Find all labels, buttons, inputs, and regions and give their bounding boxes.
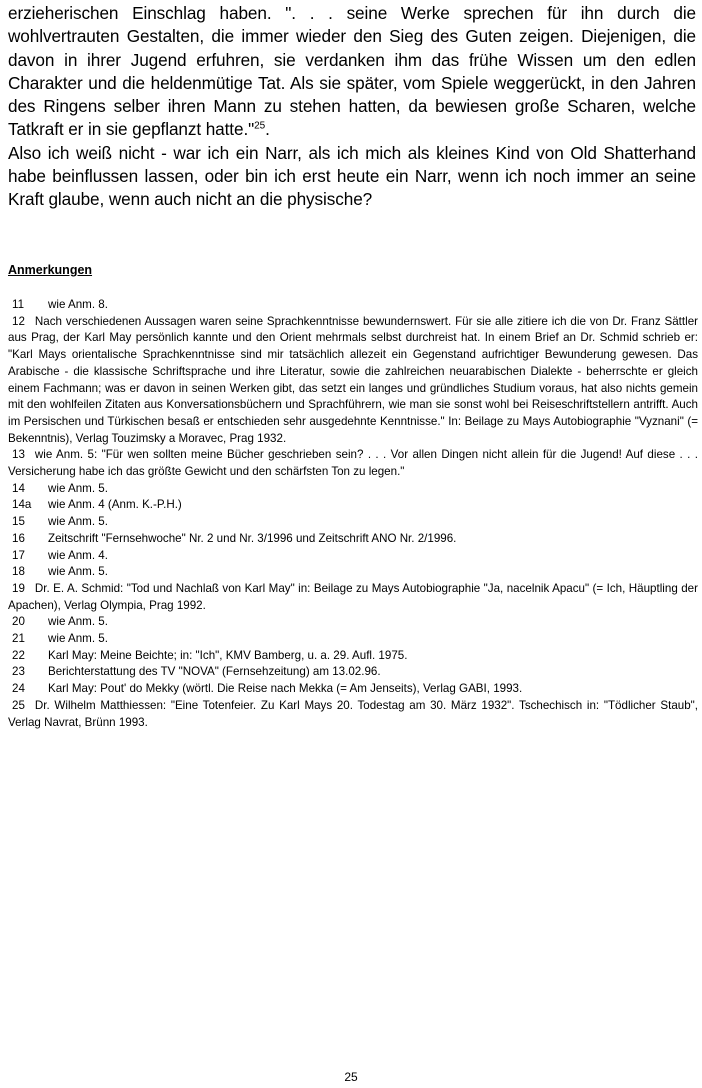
note-item [8,481,698,498]
note-number: 14 [12,481,25,495]
note-number: 11 [12,298,25,311]
note-number: 15 [12,515,25,529]
note-number: 20 [12,615,25,629]
note-text: wie Anm. 5. [48,565,108,579]
note-text: Berichterstattung des TV "NOVA" (Fernsehzeitung) am 13.02.96. [48,665,381,679]
note-text: Nach verschiedenen Aussagen waren seine Sprachkenntnisse bewundernswert. Für sie alle zitiere ich die von Dr. Franz Sättler aus Prag, der Karl May persönlich kannte und den Orient mehrmals selbst durchreist hat. In einem Brief an Dr. Schmid schrieb er: "Karl Mays orientalische Sprachkenntnisse sind mir tatsächlich allezeit ein Gegenstand aufrichtiger Bewunderung gewesen. Das Arabische - die klassische Schriftsprache und ihre Literatur, sowie die zahlreichen neuarabischen Dialekte - beherrschte er gleich einem Fachmann; was er davon in seinen Werken gibt, das setzt ein langes und gründliches Studium voraus, hat also nichts gemein mit den wohlfeilen Zitaten aus Konversationsbüchern und Sprachführern, wie man sie sonst wohl bei Reiseschriftstellern antrifft. Auch im Persischen und Türkischen besaß er entschieden sehr ausgedehnte Kenntnisse." In: Beilage zu Mays Autobiographie "Vyznani" (= Bekenntnis), Verlag Touzimsky a Moravec, Prag 1932. [8,314,698,445]
note-text: wie Anm. 5. [48,615,108,629]
note-number: 17 [12,548,25,562]
paragraph-1 [8,2,696,142]
note-item [8,581,698,614]
paragraph-1-end: . [265,119,270,140]
note-number: 19 [12,581,25,595]
note-number: 24 [12,682,25,696]
footnote-ref-25: 25 [254,120,266,132]
note-item [8,631,698,648]
note-text: Karl May: Pout' do Mekky (wörtl. Die Reise nach Mekka (= Am Jenseits), Verlag GABI, 1993. [48,682,523,696]
paragraph-1-text: erzieherischen Einschlag haben. ". . . seine Werke sprechen für ihn durch die wohlvertrauten Gestalten, die immer wieder den Sieg des Guten zeigen. Diejenigen, die davon in ihrer Jugend erfuhren, sie verdanken ihm das frühe Wissen um den edlen Charakter und die heldenmütige Tat. Als sie später, vom Spiele weggerückt, in den Jahren des Ringens selber ihren Mann zu stehen hatten, da bewiesen große Scharen, welche Tatkraft er in sie gepflanzt hatte." [8,3,696,140]
note-text: Zeitschrift "Fernsehwoche" Nr. 2 und Nr. 3/1996 und Zeitschrift ANO Nr. 2/1996. [48,531,457,545]
notes-list [8,297,698,731]
note-item [8,531,698,548]
note-item [8,564,698,581]
note-number: 12 [12,314,25,328]
notes-heading: Anmerkungen [8,263,93,277]
note-text: wie Anm. 5. [48,632,108,646]
note-item [8,648,698,665]
note-text: Karl May: Meine Beichte; in: "Ich", KMV Bamberg, u. a. 29. Aufl. 1975. [48,648,408,662]
note-item [8,664,698,681]
note-item [8,297,698,314]
note-text: wie Anm. 8. [48,298,108,311]
note-item [8,497,698,514]
note-item [8,314,698,448]
note-number: 16 [12,531,25,545]
note-text: wie Anm. 5: "Für wen sollten meine Bücher geschrieben sein? . . . Vor allen Dingen nicht allein für die Jugend! Auf diese . . . Versicherung habe ich das größte Gewicht und den schärfsten Ton zu legen." [8,448,698,479]
note-number: 18 [12,565,25,579]
note-text: wie Anm. 4. [48,548,108,562]
note-text: wie Anm. 5. [48,515,108,529]
note-number: 23 [12,665,25,679]
note-item [8,548,698,565]
note-item [8,681,698,698]
note-item [8,698,698,731]
note-text: Dr. Wilhelm Matthiessen: "Eine Totenfeier. Zu Karl Mays 20. Todestag am 30. März 1932". Tschechisch in: "Tödlicher Staub", Verlag Navrat, Brünn 1993. [8,698,698,729]
page-number: 25 [344,1070,358,1084]
note-text: wie Anm. 5. [48,481,108,495]
note-item [8,614,698,631]
note-number: 22 [12,648,25,662]
note-number: 14a [12,498,32,512]
note-number: 25 [12,698,25,712]
note-text: Dr. E. A. Schmid: "Tod und Nachlaß von Karl May" in: Beilage zu Mays Autobiographie "Ja, nacelnik Apacu" (= Ich, Häuptling der Apachen), Verlag Olympia, Prag 1992. [8,581,698,612]
note-item [8,447,698,480]
note-number: 21 [12,632,25,646]
main-text [8,2,696,212]
paragraph-2: Also ich weiß nicht - war ich ein Narr, als ich mich als kleines Kind von Old Shatterhand habe beinflussen lassen, oder bin ich erst heute ein Narr, wenn ich noch immer an seine Kraft glaube, wenn auch nicht an die physische? [8,142,696,210]
note-item [8,514,698,531]
note-number: 13 [12,448,25,462]
note-text: wie Anm. 4 (Anm. K.-P.H.) [48,498,182,512]
